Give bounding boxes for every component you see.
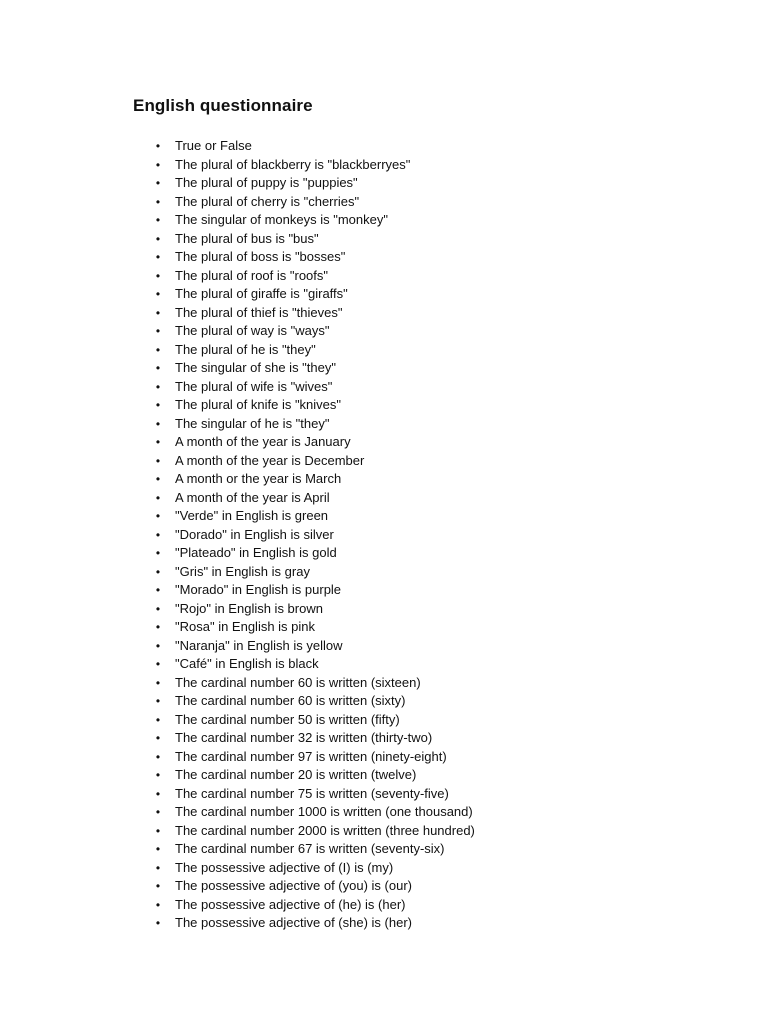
bullet-icon: • <box>155 620 161 634</box>
bullet-icon: • <box>155 879 161 893</box>
list-item-text: The cardinal number 1000 is written (one thousand) <box>175 804 473 819</box>
list-item-text: "Dorado" in English is silver <box>175 526 334 542</box>
bullet-icon: • <box>155 361 161 375</box>
list-item-text: The plural of boss is "bosses" <box>175 249 346 264</box>
bullet-icon: • <box>155 601 161 616</box>
bullet-icon: • <box>155 472 161 486</box>
bullet-icon: • <box>155 657 161 671</box>
list-item-text: The cardinal number 60 is written (sixty) <box>175 693 406 708</box>
list-item-text: The possessive adjective of (I) is (my) <box>175 859 394 875</box>
list-item-text: The singular of monkeys is "monkey" <box>175 212 388 227</box>
bullet-icon: • <box>155 786 161 801</box>
list-item-text: The plural of way is "ways" <box>175 323 330 338</box>
list-item-text: A month or the year is March <box>175 471 342 486</box>
list-item-text: The cardinal number 2000 is written (three hundred) <box>175 822 475 838</box>
bullet-icon: • <box>155 860 161 875</box>
bullet-icon: • <box>155 842 161 856</box>
list-item-text: The plural of blackberry is "blackberryes" <box>175 156 411 172</box>
bullet-icon: • <box>155 157 161 172</box>
list-item-text: A month of the year is April <box>175 489 330 505</box>
list-item-text: The plural of bus is "bus" <box>175 230 319 246</box>
bullet-icon: • <box>155 583 161 597</box>
list-item-text: The plural of giraffe is "giraffs" <box>175 286 348 301</box>
bullet-icon: • <box>155 213 161 227</box>
bullet-icon: • <box>155 546 161 560</box>
bullet-icon: • <box>155 416 161 431</box>
bullet-icon: • <box>155 305 161 320</box>
list-item-text: The possessive adjective of (she) is (her) <box>175 915 412 930</box>
list-item-text: "Café" in English is black <box>175 656 319 671</box>
list-item-text: The plural of thief is "thieves" <box>175 304 343 320</box>
bullet-icon: • <box>155 453 161 468</box>
bullet-icon: • <box>155 231 161 246</box>
bullet-icon: • <box>155 342 161 357</box>
list-item-text: The cardinal number 67 is written (seventy-six) <box>175 841 445 856</box>
bullet-icon: • <box>155 823 161 838</box>
bullet-icon: • <box>155 749 161 764</box>
list-item-text: The possessive adjective of (he) is (her) <box>175 896 406 912</box>
bullet-icon: • <box>155 712 161 727</box>
bullet-icon: • <box>155 379 161 394</box>
list-item-text: "Rosa" in English is pink <box>175 619 316 634</box>
bullet-icon: • <box>155 564 161 579</box>
bullet-icon: • <box>155 490 161 505</box>
list-item-text: The possessive adjective of (you) is (our) <box>175 878 412 893</box>
list-item-text: The plural of knife is "knives" <box>175 397 342 412</box>
bullet-icon: • <box>155 509 161 523</box>
list-item-text: "Rojo" in English is brown <box>175 600 323 616</box>
bullet-icon: • <box>155 194 161 209</box>
list-item-text: The plural of he is "they" <box>175 341 316 357</box>
list-item-text: A month of the year is December <box>175 452 365 468</box>
list-item-text: The cardinal number 97 is written (ninety-eight) <box>175 748 447 764</box>
list-item-text: The cardinal number 20 is written (twelve) <box>175 767 417 782</box>
list-item-text: The plural of roof is "roofs" <box>175 267 329 283</box>
bullet-icon: • <box>155 527 161 542</box>
bullet-icon: • <box>155 675 161 690</box>
bullet-icon: • <box>155 268 161 283</box>
list-item-text: "Naranja" in English is yellow <box>175 637 343 653</box>
bullet-icon: • <box>155 176 161 190</box>
list-item-text: The cardinal number 75 is written (seventy-five) <box>175 785 449 801</box>
bullet-icon: • <box>155 805 161 819</box>
bullet-icon: • <box>155 731 161 745</box>
list-item-text: The cardinal number 32 is written (thirty-two) <box>175 730 433 745</box>
list-item-text: "Verde" in English is green <box>175 508 329 523</box>
list-item-text: The plural of puppy is "puppies" <box>175 175 358 190</box>
list-item-text: A month of the year is January <box>175 434 351 449</box>
list-item-text: The singular of she is "they" <box>175 360 336 375</box>
bullet-icon: • <box>155 694 161 708</box>
list-item-text: "Gris" in English is gray <box>175 563 310 579</box>
bullet-icon: • <box>155 324 161 338</box>
bullet-icon: • <box>155 398 161 412</box>
document-title: English questionnaire <box>133 96 313 115</box>
list-item-text: The singular of he is "they" <box>175 415 330 431</box>
list-item-text: "Plateado" in English is gold <box>175 545 337 560</box>
bullet-icon: • <box>155 435 161 449</box>
bullet-icon: • <box>155 638 161 653</box>
list-item-text: The cardinal number 60 is written (sixteen) <box>175 674 421 690</box>
list-item-text: "Morado" in English is purple <box>175 582 342 597</box>
list-item-text: True or False <box>175 138 252 153</box>
list-item-text: The cardinal number 50 is written (fifty) <box>175 711 400 727</box>
bullet-icon: • <box>155 916 161 930</box>
bullet-icon: • <box>155 139 161 153</box>
bullet-icon: • <box>155 897 161 912</box>
bullet-icon: • <box>155 287 161 301</box>
list-item-text: The plural of wife is "wives" <box>175 378 333 394</box>
bullet-icon: • <box>155 250 161 264</box>
bullet-icon: • <box>155 768 161 782</box>
list-item-text: The plural of cherry is "cherries" <box>175 193 360 209</box>
